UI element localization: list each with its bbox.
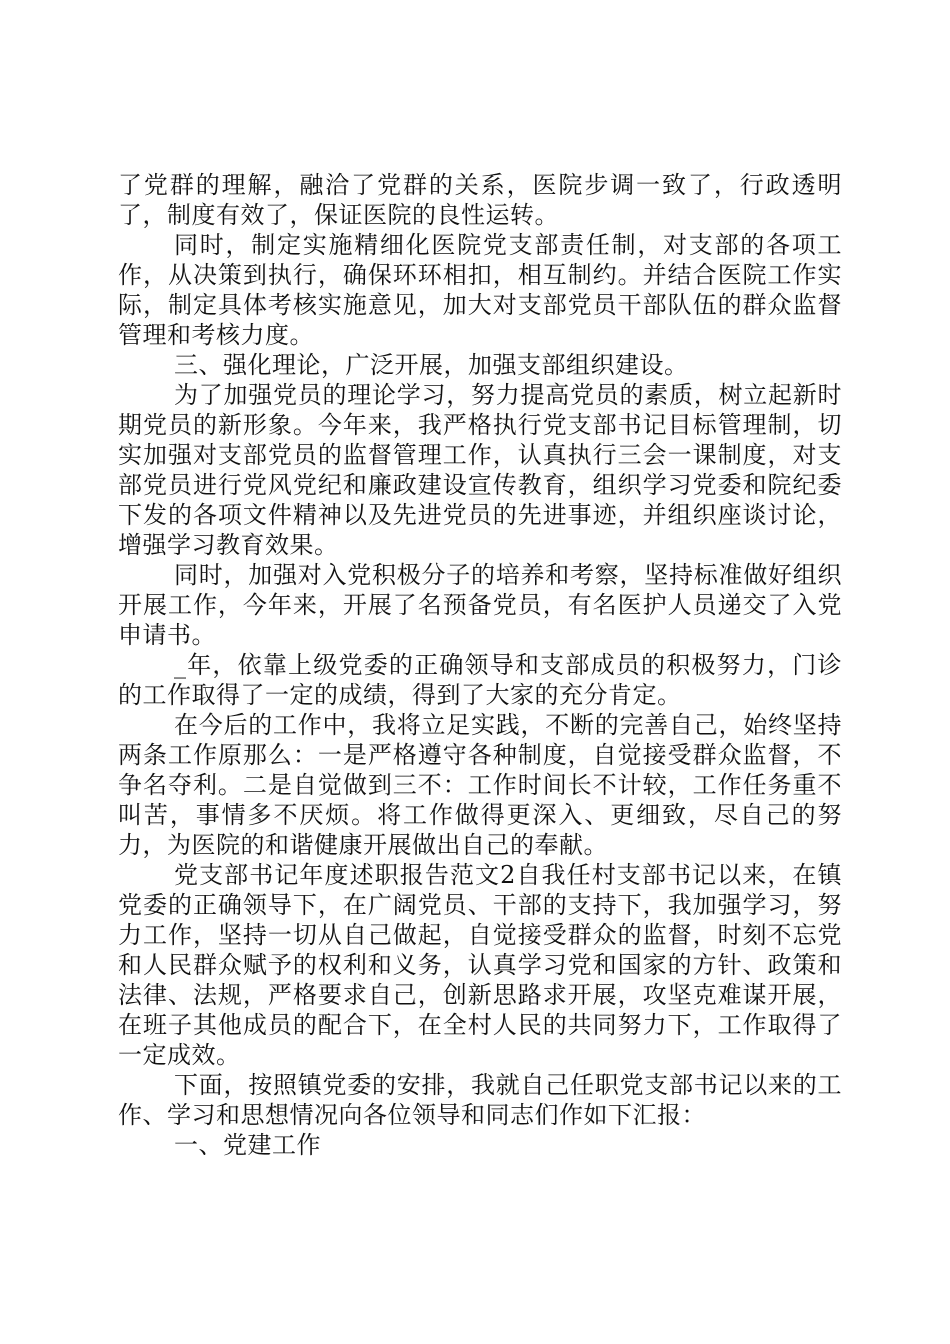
section-heading: 三、强化理论，广泛开展，加强支部组织建设。 <box>174 351 689 379</box>
section-heading: 一、党建工作 <box>174 1131 321 1159</box>
paragraph: 下面，按照镇党委的安排，我就自己任职党支部书记以来的工作、学习和思想情况向各位领导和同志们作如下汇报： <box>118 1071 842 1129</box>
paragraph: 了党群的理解，融洽了党群的关系，医院步调一致了，行政透明了，制度有效了，保证医院的良性运转。 <box>118 171 842 229</box>
paragraph: 同时，加强对入党积极分子的培养和考察，坚持标准做好组织开展工作，今年来，开展了名预备党员，有名医护人员递交了入党申请书。 <box>118 561 842 649</box>
paragraph: _年，依靠上级党委的正确领导和支部成员的积极努力，门诊的工作取得了一定的成绩，得到了大家的充分肯定。 <box>118 651 842 709</box>
paragraph: 在今后的工作中，我将立足实践，不断的完善自己，始终坚持两条工作原那么：一是严格遵守各种制度，自觉接受群众监督，不争名夺利。二是自觉做到三不：工作时间长不计较，工作任务重不叫苦，事情多不厌烦。将工作做得更深入、更细致，尽自己的努力，为医院的和谐健康开展做出自己的奉献。 <box>118 711 842 859</box>
document-body <box>118 170 842 1160</box>
paragraph: 党支部书记年度述职报告范文2自我任村支部书记以来，在镇党委的正确领导下，在广阔党员、干部的支持下，我加强学习，努力工作，坚持一切从自己做起，自觉接受群众的监督，时刻不忘党和人民群众赋予的权利和义务，认真学习党和国家的方针、政策和法律、法规，严格要求自己，创新思路求开展，攻坚克难谋开展，在班子其他成员的配合下，在全村人民的共同努力下，工作取得了一定成效。 <box>118 861 842 1069</box>
paragraph: 同时，制定实施精细化医院党支部责任制，对支部的各项工作，从决策到执行，确保环环相扣，相互制约。并结合医院工作实际，制定具体考核实施意见，加大对支部党员干部队伍的群众监督管理和考核力度。 <box>118 231 842 349</box>
paragraph: 为了加强党员的理论学习，努力提高党员的素质，树立起新时期党员的新形象。今年来，我严格执行党支部书记目标管理制，切实加强对支部党员的监督管理工作，认真执行三会一课制度，对支部党员进行党风党纪和廉政建设宣传教育，组织学习党委和院纪委下发的各项文件精神以及先进党员的先进事迹，并组织座谈讨论，增强学习教育效果。 <box>118 381 842 559</box>
